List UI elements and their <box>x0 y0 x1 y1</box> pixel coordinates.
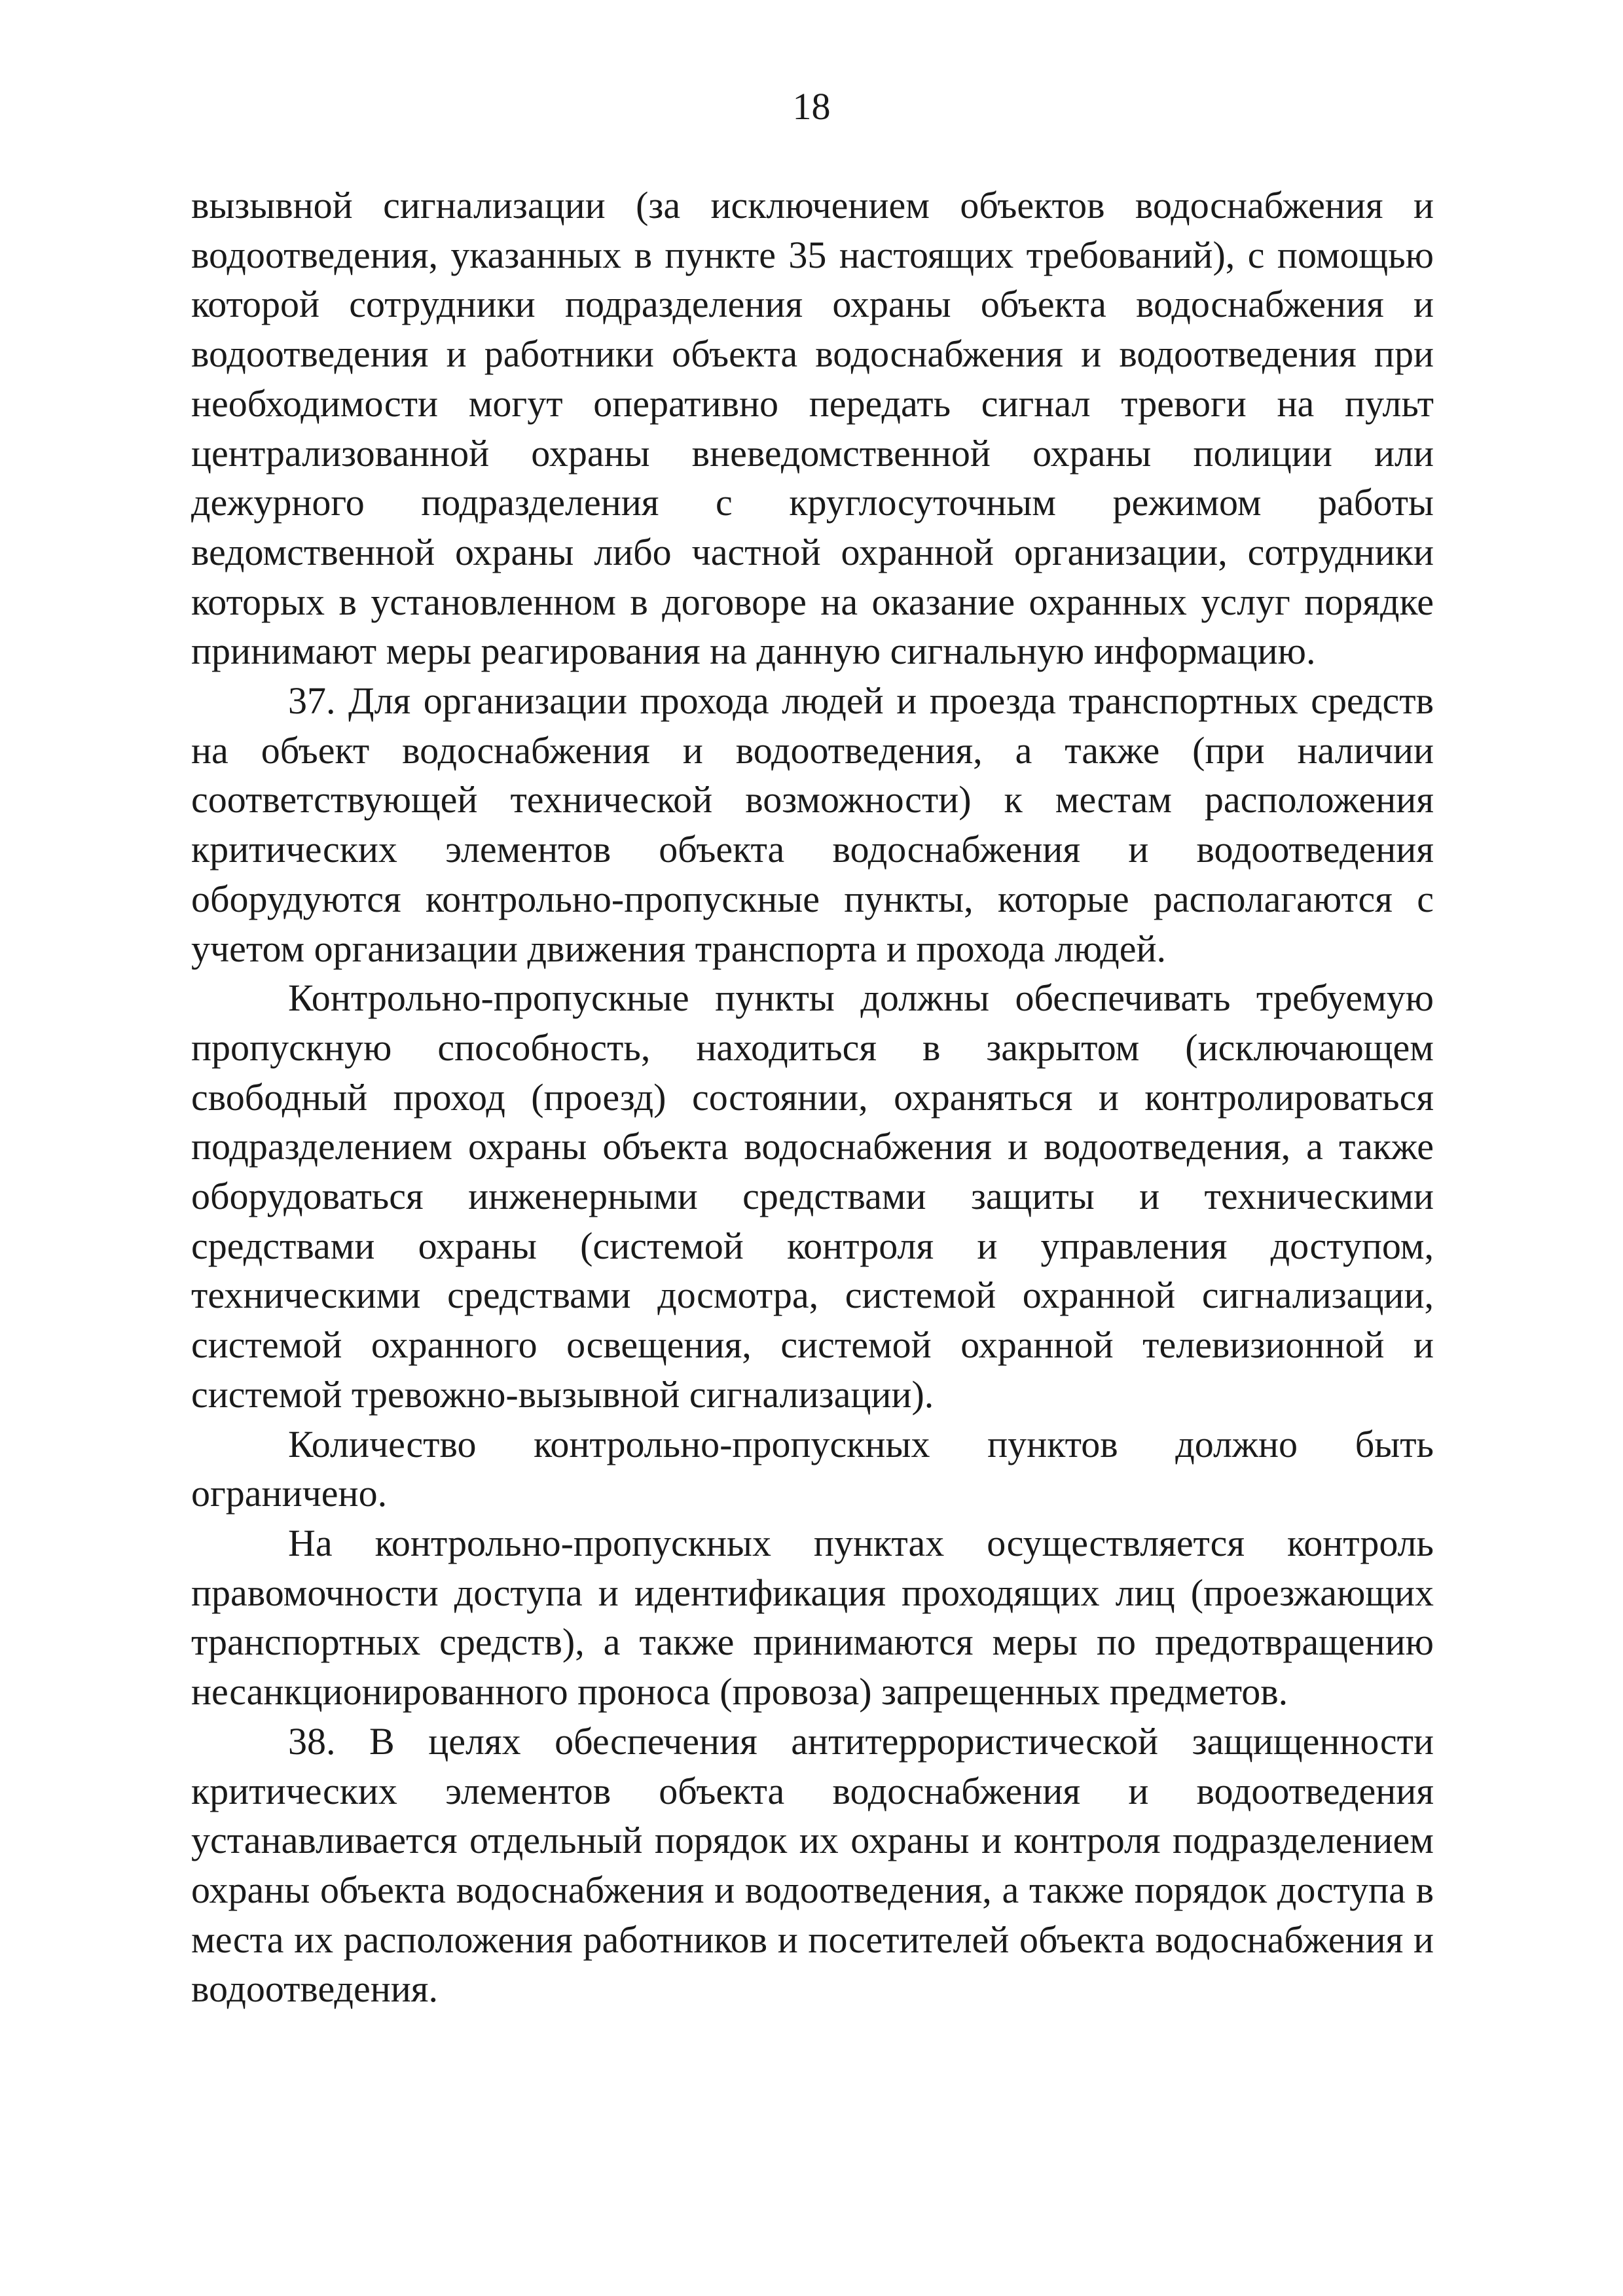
paragraph-checkpoint-control: На контрольно-пропускных пунктах осуществляется контроль правомочности доступа и идентификация проходящих лиц (проезжающих транспортных средств), а также принимаются меры по предотвращению несанкционированного проноса (провоза) запрещенных предметов. <box>191 1521 1434 1713</box>
page-number: 18 <box>792 85 831 128</box>
paragraph-item-37: 37. Для организации прохода людей и проезда транспортных средств на объект водоснабжения и водоотведения, а также (при наличии соответствующей технической возможности) к местам расположения критических элементов объекта водоснабжения и водоотведения оборудуются контрольно-пропускные пункты, которые располагаются с учетом организации движения транспорта и прохода людей. <box>191 679 1434 970</box>
paragraph-checkpoint-requirements: Контрольно-пропускные пункты должны обеспечивать требуемую пропускную способность, находиться в закрытом (исключающем свободный проход (проезд) состоянии, охраняться и контролироваться подразделением охраны объекта водоснабжения и водоотведения, а также оборудоваться инженерными средствами защиты и техническими средствами охраны (системой контроля и управления доступом, техническими средствами досмотра, системой охранной сигнализации, системой охранного освещения, системой охранной телевизионной и системой тревожно-вызывной сигнализации). <box>191 977 1434 1416</box>
paragraph-item-38: 38. В целях обеспечения антитеррористической защищенности критических элементов объекта водоснабжения и водоотведения устанавливается отдельный порядок их охраны и контроля подразделением охраны объекта водоснабжения и водоотведения, а также порядок доступа в места их расположения работников и посетителей объекта водоснабжения и водоотведения. <box>191 1719 1434 2011</box>
paragraph-checkpoint-count: Количество контрольно-пропускных пунктов должно быть ограничено. <box>191 1422 1434 1515</box>
paragraph-continuation: вызывной сигнализации (за исключением объектов водоснабжения и водоотведения, указанных в пункте 35 настоящих требований), с помощью которой сотрудники подразделения охраны объекта водоснабжения и водоотведения и работники объекта водоснабжения и водоотведения при необходимости могут оперативно передать сигнал тревоги на пульт централизованной охраны вневедомственной охраны полиции или дежурного подразделения с круглосуточным режимом работы ведомственной охраны либо частной охранной организации, сотрудники которых в установленном в договоре на оказание охранных услуг порядке принимают меры реагирования на данную сигнальную информацию. <box>191 184 1434 673</box>
document-body <box>191 181 1434 2014</box>
